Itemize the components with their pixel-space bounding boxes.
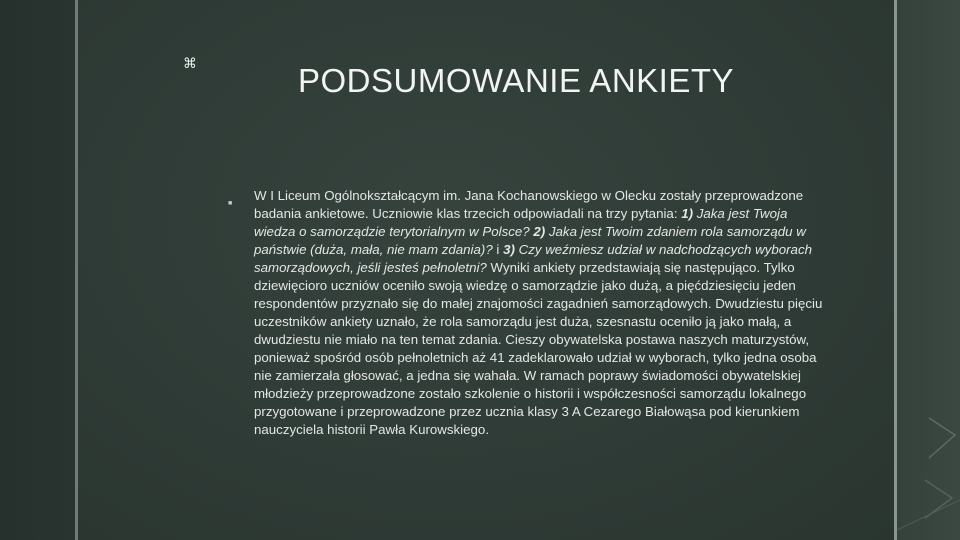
paragraph-run: i <box>492 242 504 257</box>
paragraph-run: Wyniki ankiety przedstawiają się następująco. Tylko dziewięcioro uczniów oceniło swoją wiedzę o samorządzie jako dużą, a pięćdziesięciu jeden respondentów przyznało się do małej znajomości zagadnień samorządowych. Dwudziestu pięciu uczestników ankiety uznało, że rola samorządu jest duża, szesnastu oceniło ją jako małą, a dwudziestu nie miało na ten temat zdania. Cieszy obywatelska postawa naszych maturzystów, ponieważ spośród osób pełnoletnich aż 41 zadeklarowało udział w wyborach, tylko jedna osoba nie zamierzała głosować, a jedna się wahała. W ramach poprawy świadomości obywatelskiej młodzieży przeprowadzone zostało szkolenie o historii i współczesności samorządu lokalnego przygotowane i przeprowadzone przez ucznia klasy 3 A Cezarego Białowąsa pod kierunkiem nauczyciela historii Pawła Kurowskiego. <box>254 260 823 437</box>
paragraph-run: Czy weźmiesz udział w nadchodzących wyborach samorządowych, jeśli jesteś pełnoletni? <box>254 242 812 275</box>
survey-summary-paragraph <box>254 187 832 439</box>
paragraph-run: W I Liceum Ogólnokształcącym im. Jana Kochanowskiego w Olecku zostały przeprowadzone badania ankietowe. Uczniowie klas trzecich odpowiadali na trzy pytania: <box>254 188 804 221</box>
command-icon: ⌘ <box>183 56 197 72</box>
bullet-icon: ■ <box>228 200 233 207</box>
decorative-lines <box>897 380 960 540</box>
left-border-band <box>0 0 75 540</box>
slide-title: PODSUMOWANIE ANKIETY <box>298 62 735 99</box>
paragraph-run: Jaka jest Twoja wiedza o samorządzie terytorialnym w Polsce? <box>254 206 788 239</box>
paragraph-run: Jaka jest Twoim zdaniem rola samorządu w państwie (duża, mała, nie mam zdania)? <box>254 224 806 257</box>
paragraph-run: 1) <box>681 206 694 221</box>
paragraph-run: 3) <box>503 242 515 257</box>
paragraph-run: 2) <box>533 224 546 239</box>
